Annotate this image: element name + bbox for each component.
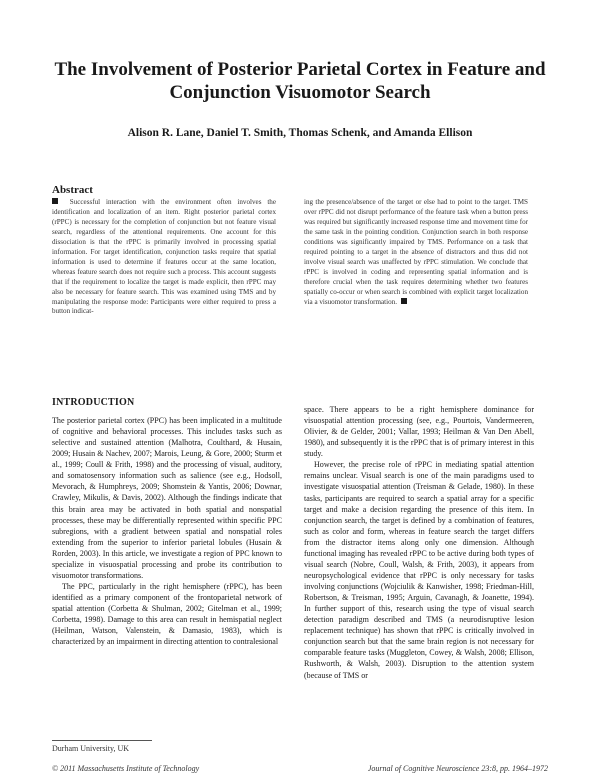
- intro-paragraph-2: The PPC, particularly in the right hemisphere (rPPC), has been identified as a primary component of the frontoparietal network of spatial attention (Corbetta & Shulman, 2002; Gitelman et al., 1999; Corbetta, 1998). Damage to this area can result in hemispatial neglect (Heilman, Watson, Valenstein, & Damasio, 1983), which is characterized by an impairment in directing attention to contralesional: [52, 581, 282, 647]
- intro-paragraph-3: space. There appears to be a right hemisphere dominance for visuospatial attention processing (see, e.g., Pourtois, Vandermeeren, Olivier, & de Gelder, 2001; Vallar, 1993; Heilman & Van Den Abell, 1980), and subsequently it is the rPPC that is of primary interest in this study.: [304, 405, 534, 459]
- paper-title: The Involvement of Posterior Parietal Cortex in Feature and Conjunction Visuomotor Search: [54, 59, 546, 103]
- author-affiliation: Durham University, UK: [52, 744, 130, 753]
- abstract-heading: Abstract: [52, 184, 93, 196]
- introduction-heading: INTRODUCTION: [52, 397, 135, 408]
- abstract-start-square-icon: [52, 198, 58, 204]
- intro-paragraph-1: The posterior parietal cortex (PPC) has been implicated in a multitude of cognitive and behavioral processes. This includes tasks such as selective and sustained attention (Malhotra, Coulthard, & Husain, 2009; Husain & Nachev, 2007; Marois, Leung, & Gore, 2000; Sturm et al., 1999; Coull & Frith, 1998) and the processing of visual, auditory, and somatosensory information such as salience (see e.g., Hodsoll, Mevorach, & Humphreys, 2009; Shomstein & Yantis, 2006; Downar, Crawley, Mikulis, & Davis, 2002). Although the findings indicate that this brain area may be activated in both spatial and nonspatial processes, these may be differentially represented within specific PPC subregions, with a gradient between spatial and nonspatial roles extending from the superior to inferior parietal lobules (Husain & Rorden, 2003). In this article, we investigate a region of PPC known to specialize in visuospatial processing and probe its contribution to visuomotor transformations.: [52, 416, 282, 580]
- copyright-notice: © 2011 Massachusetts Institute of Technology: [52, 764, 200, 773]
- abstract-right-column: [304, 198, 528, 307]
- body-right-column: [304, 404, 534, 681]
- intro-paragraph-4: However, the precise role of rPPC in mediating spatial attention remains unclear. Visual search is one of the main paradigms used to investigate visuospatial attention (Treisman & Gelade, 1980). In these tasks, participants are required to search a spatial array for a specific target and make a decision regarding the presence of this item. In conjunction search, the target is defined by a combination of features, such as color and form, whereas in feature search the target differs from the distractor items along only one dimension. Although functional imaging has revealed rPPC to be active during both types of visual search (Nobre, Coull, Walsh, & Frith, 2003), it appears from neuropsychological evidence that rPPC is only necessary for tasks involving conjunctions (Wojciulik & Kanwisher, 1998; Friedman-Hill, Robertson, & Treisman, 1995; Arguin, Cavanagh, & Joanette, 1994). In further support of this, research using the type of visual search detection paradigm described and TMS (a neurodisruptive lesion replacement technique) has shown that rPPC is critically involved in conjunction search but that the same brain region is not necessary for comparable feature tasks (Muggleton, Cowey, & Walsh, 2008; Ellison, Rushworth, & Walsh, 2003). Disruption to the attention system (because of TMS or: [304, 460, 534, 680]
- journal-reference: Journal of Cognitive Neuroscience 23:8, pp. 1964–1972: [367, 764, 548, 773]
- abstract-left-column: [52, 198, 276, 317]
- body-left-column: [52, 415, 282, 647]
- footnote-rule: [52, 740, 152, 741]
- abstract-end-square-icon: [401, 298, 407, 304]
- abstract-right-text: ing the presence/absence of the target or else had to point to the target. TMS over rPPC did not disrupt performance of the feature task when a button press was required but significantly increased response time and movement time for the same task in the pointing condition. Conjunction search in both response conditions was significantly impaired by TMS. Performance on a task that required pointing to a target in the absence of distractors and thus did not involve visual search was unaffected by rPPC stimulation. We conclude that rPPC is involved in coding and representing spatial information and is therefore crucial when the task requires determining whether two features spatially co-occur or when search is combined with explicit target localization via a visuomotor transformation.: [304, 198, 528, 306]
- abstract-left-text: Successful interaction with the environment often involves the identification and localization of an item. Right posterior parietal cortex (rPPC) is necessary for the completion of conjunction but not feature visual search, regardless of the attentional requirements. One account for this dissociation is that the rPPC is primarily involved in processing spatial information. For target identification, conjunction tasks require that spatial information is used to determine if features occur at the same location, whereas feature search does not require such a process. This account suggests that if the requirement to localize the target is made explicit, then rPPC may also be necessary for feature search. This was examined using TMS and by manipulating the response mode: Participants were either required to press a button indicat-: [52, 198, 277, 316]
- author-list: Alison R. Lane, Daniel T. Smith, Thomas Schenk, and Amanda Ellison: [127, 127, 473, 139]
